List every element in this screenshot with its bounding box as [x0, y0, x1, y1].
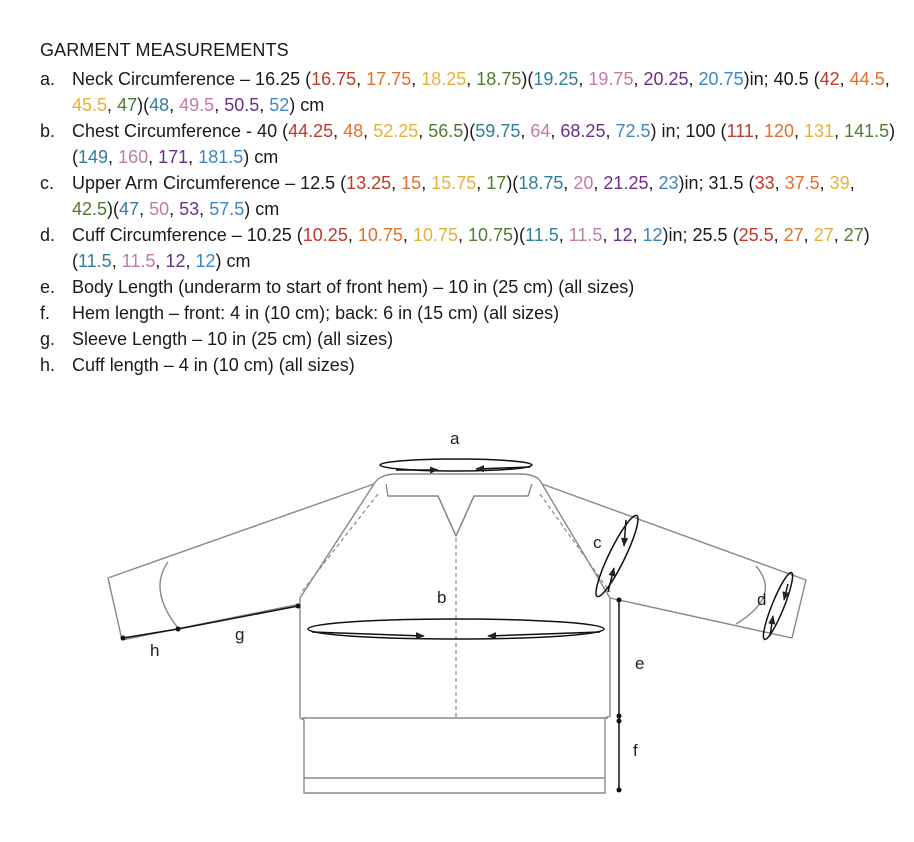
- item-text: ,: [819, 173, 830, 193]
- item-text: ,: [773, 225, 784, 245]
- size-value: 27: [843, 225, 864, 245]
- item-text: ,: [107, 95, 118, 115]
- size-value: 15.75: [431, 173, 477, 193]
- size-value: 181.5: [198, 147, 244, 167]
- item-text: Sleeve Length – 10 in (25 cm) (all sizes): [72, 329, 394, 349]
- item-text: ,: [578, 69, 589, 89]
- item-text: ,: [356, 69, 367, 89]
- size-value: 12: [195, 251, 216, 271]
- sweater-schematic: [0, 420, 914, 830]
- size-value: 25.5: [738, 225, 774, 245]
- item-text: )in; 25.5 (: [662, 225, 739, 245]
- item-text: ,: [794, 121, 805, 141]
- size-value: 52: [269, 95, 290, 115]
- item-text: )(: [506, 173, 519, 193]
- item-text: ) cm: [244, 199, 280, 219]
- item-text: ,: [155, 251, 166, 271]
- size-value: 111: [726, 121, 754, 141]
- item-text: Cuff Circumference – 10.25 (: [72, 225, 303, 245]
- item-text: ) in; 100 (: [650, 121, 727, 141]
- size-value: 17: [486, 173, 507, 193]
- size-value: 10.25: [302, 225, 348, 245]
- item-text: ,: [333, 121, 344, 141]
- size-value: 16.75: [311, 69, 357, 89]
- size-value: 21.25: [603, 173, 649, 193]
- size-value: 120: [763, 121, 794, 141]
- item-text: ,: [550, 121, 561, 141]
- item-text: ,: [199, 199, 210, 219]
- size-value: 149: [78, 147, 109, 167]
- item-text: ) cm: [289, 95, 325, 115]
- item-text: ,: [347, 225, 358, 245]
- label-d: d: [757, 590, 767, 609]
- size-value: 11.5: [568, 225, 603, 245]
- item-text: ,: [139, 199, 150, 219]
- item-text: ,: [214, 95, 225, 115]
- item-text: )(: [137, 95, 150, 115]
- size-value: 10.75: [467, 225, 514, 245]
- item-text: Upper Arm Circumference – 12.5 (: [72, 173, 347, 193]
- size-value: 50.5: [224, 95, 260, 115]
- item-text: )(: [107, 199, 120, 219]
- size-value: 13.25: [346, 173, 392, 193]
- item-text: ,: [648, 173, 659, 193]
- label-b: b: [437, 588, 447, 607]
- item-text: ,: [402, 225, 413, 245]
- item-text: )(: [521, 69, 534, 89]
- size-value: 56.5: [428, 121, 464, 141]
- item-text: ,: [185, 251, 196, 271]
- item-text: ,: [753, 121, 764, 141]
- size-value: 12: [642, 225, 663, 245]
- item-text: ,: [476, 173, 487, 193]
- size-value: 64: [530, 121, 551, 141]
- item-text: ,: [833, 225, 844, 245]
- item-letter: a.: [40, 69, 56, 89]
- item-text: ,: [148, 147, 159, 167]
- item-text: ,: [457, 225, 468, 245]
- measurement-item: [40, 222, 900, 274]
- item-letter: g.: [40, 329, 56, 349]
- label-f: f: [633, 741, 638, 760]
- item-text: ,: [188, 147, 199, 167]
- measure-c-ellipse: [590, 512, 644, 600]
- item-text: ,: [558, 225, 569, 245]
- item-text: ,: [803, 225, 814, 245]
- item-letter: c.: [40, 173, 55, 193]
- measure-a-ellipse: [380, 459, 532, 471]
- size-value: 10.75: [412, 225, 458, 245]
- item-text: ,: [418, 121, 429, 141]
- size-value: 18.25: [421, 69, 467, 89]
- item-text: ,: [834, 121, 845, 141]
- item-text: )(: [72, 225, 870, 271]
- left-raglan-line: [300, 494, 378, 594]
- item-text: Neck Circumference – 16.25 (: [72, 69, 312, 89]
- label-h: h: [150, 641, 160, 660]
- item-text: ,: [884, 69, 890, 89]
- item-text: ,: [632, 225, 643, 245]
- size-value: 44.25: [288, 121, 334, 141]
- item-text: ,: [602, 225, 613, 245]
- size-value: 27: [813, 225, 834, 245]
- item-text: )(: [463, 121, 476, 141]
- size-value: 17.75: [366, 69, 412, 89]
- size-value: 11.5: [121, 251, 156, 271]
- size-value: 53: [179, 199, 200, 219]
- label-c: c: [593, 533, 602, 552]
- size-value: 15: [401, 173, 422, 193]
- size-value: 57.5: [209, 199, 245, 219]
- size-value: 48: [149, 95, 170, 115]
- label-g: g: [235, 625, 245, 644]
- size-value: 37.5: [784, 173, 820, 193]
- measurement-list: [40, 66, 900, 378]
- size-value: 20: [573, 173, 594, 193]
- item-text: Hem length – front: 4 in (10 cm); back: 6 in (15 cm) (all sizes): [72, 303, 560, 323]
- size-value: 141.5: [844, 121, 890, 141]
- size-value: 39: [829, 173, 850, 193]
- size-value: 42: [819, 69, 840, 89]
- item-text: ,: [849, 173, 855, 193]
- item-text: Cuff length – 4 in (10 cm) (all sizes): [72, 355, 355, 375]
- size-value: 42.5: [72, 199, 108, 219]
- size-value: 59.75: [475, 121, 521, 141]
- size-value: 52.25: [373, 121, 419, 141]
- item-text: ,: [466, 69, 477, 89]
- left-cuff-seam: [160, 562, 178, 628]
- size-value: 44.5: [849, 69, 885, 89]
- item-letter: h.: [40, 355, 56, 375]
- measurement-item: [40, 274, 900, 300]
- item-text: Chest Circumference - 40 (: [72, 121, 289, 141]
- measurement-item: [40, 170, 900, 222]
- item-text: )in; 40.5 (: [743, 69, 820, 89]
- item-text: ,: [108, 147, 119, 167]
- item-text: )(: [72, 121, 896, 167]
- size-value: 19.75: [588, 69, 634, 89]
- size-value: 47: [119, 199, 140, 219]
- item-text: ) cm: [215, 251, 251, 271]
- size-value: 72.5: [615, 121, 651, 141]
- item-text: ,: [633, 69, 644, 89]
- size-value: 12: [612, 225, 633, 245]
- collar-outline: [374, 474, 542, 484]
- size-value: 131: [804, 121, 835, 141]
- item-letter: b.: [40, 121, 56, 141]
- item-text: ,: [421, 173, 432, 193]
- size-value: 11.5: [78, 251, 112, 271]
- item-text: ,: [169, 199, 180, 219]
- size-value: 18.75: [518, 173, 564, 193]
- size-value: 23: [658, 173, 679, 193]
- item-text: ,: [688, 69, 699, 89]
- item-text: ) cm: [243, 147, 279, 167]
- label-e: e: [635, 654, 645, 673]
- item-text: ,: [520, 121, 531, 141]
- size-value: 160: [118, 147, 149, 167]
- size-value: 68.25: [560, 121, 606, 141]
- measurement-item: [40, 66, 900, 118]
- page-title: GARMENT MEASUREMENTS: [40, 40, 289, 60]
- size-value: 18.75: [476, 69, 522, 89]
- size-value: 50: [149, 199, 170, 219]
- size-value: 49.5: [179, 95, 215, 115]
- item-text: ,: [111, 251, 122, 271]
- size-value: 33: [754, 173, 775, 193]
- item-text: )(: [513, 225, 526, 245]
- label-a: a: [450, 429, 460, 448]
- measurement-item: [40, 352, 900, 378]
- size-value: 19.25: [533, 69, 579, 89]
- size-value: 27: [783, 225, 804, 245]
- measurement-item: [40, 300, 900, 326]
- item-text: ,: [563, 173, 574, 193]
- item-letter: d.: [40, 225, 56, 245]
- size-value: 20.25: [643, 69, 689, 89]
- measurement-item: [40, 118, 900, 170]
- item-text: ,: [839, 69, 850, 89]
- size-value: 10.75: [357, 225, 403, 245]
- size-value: 47: [117, 95, 138, 115]
- item-text: ,: [363, 121, 374, 141]
- item-text: ,: [593, 173, 604, 193]
- size-value: 45.5: [72, 95, 108, 115]
- item-text: Body Length (underarm to start of front hem) – 10 in (25 cm) (all sizes): [72, 277, 635, 297]
- item-text: )in; 31.5 (: [678, 173, 755, 193]
- measurement-item: [40, 326, 900, 352]
- item-text: ,: [774, 173, 785, 193]
- item-letter: e.: [40, 277, 56, 297]
- item-text: ,: [391, 173, 402, 193]
- measure-h-line: [123, 629, 178, 638]
- item-text: ,: [259, 95, 270, 115]
- item-text: ,: [411, 69, 422, 89]
- neck-slit: [438, 496, 474, 536]
- size-value: 11.5: [525, 225, 559, 245]
- size-value: 20.75: [698, 69, 744, 89]
- item-letter: f.: [40, 303, 51, 323]
- item-text: ,: [605, 121, 616, 141]
- size-value: 12: [165, 251, 186, 271]
- size-value: 48: [343, 121, 364, 141]
- right-sleeve-outline: [542, 484, 806, 638]
- size-value: 171: [158, 147, 189, 167]
- item-text: ,: [169, 95, 180, 115]
